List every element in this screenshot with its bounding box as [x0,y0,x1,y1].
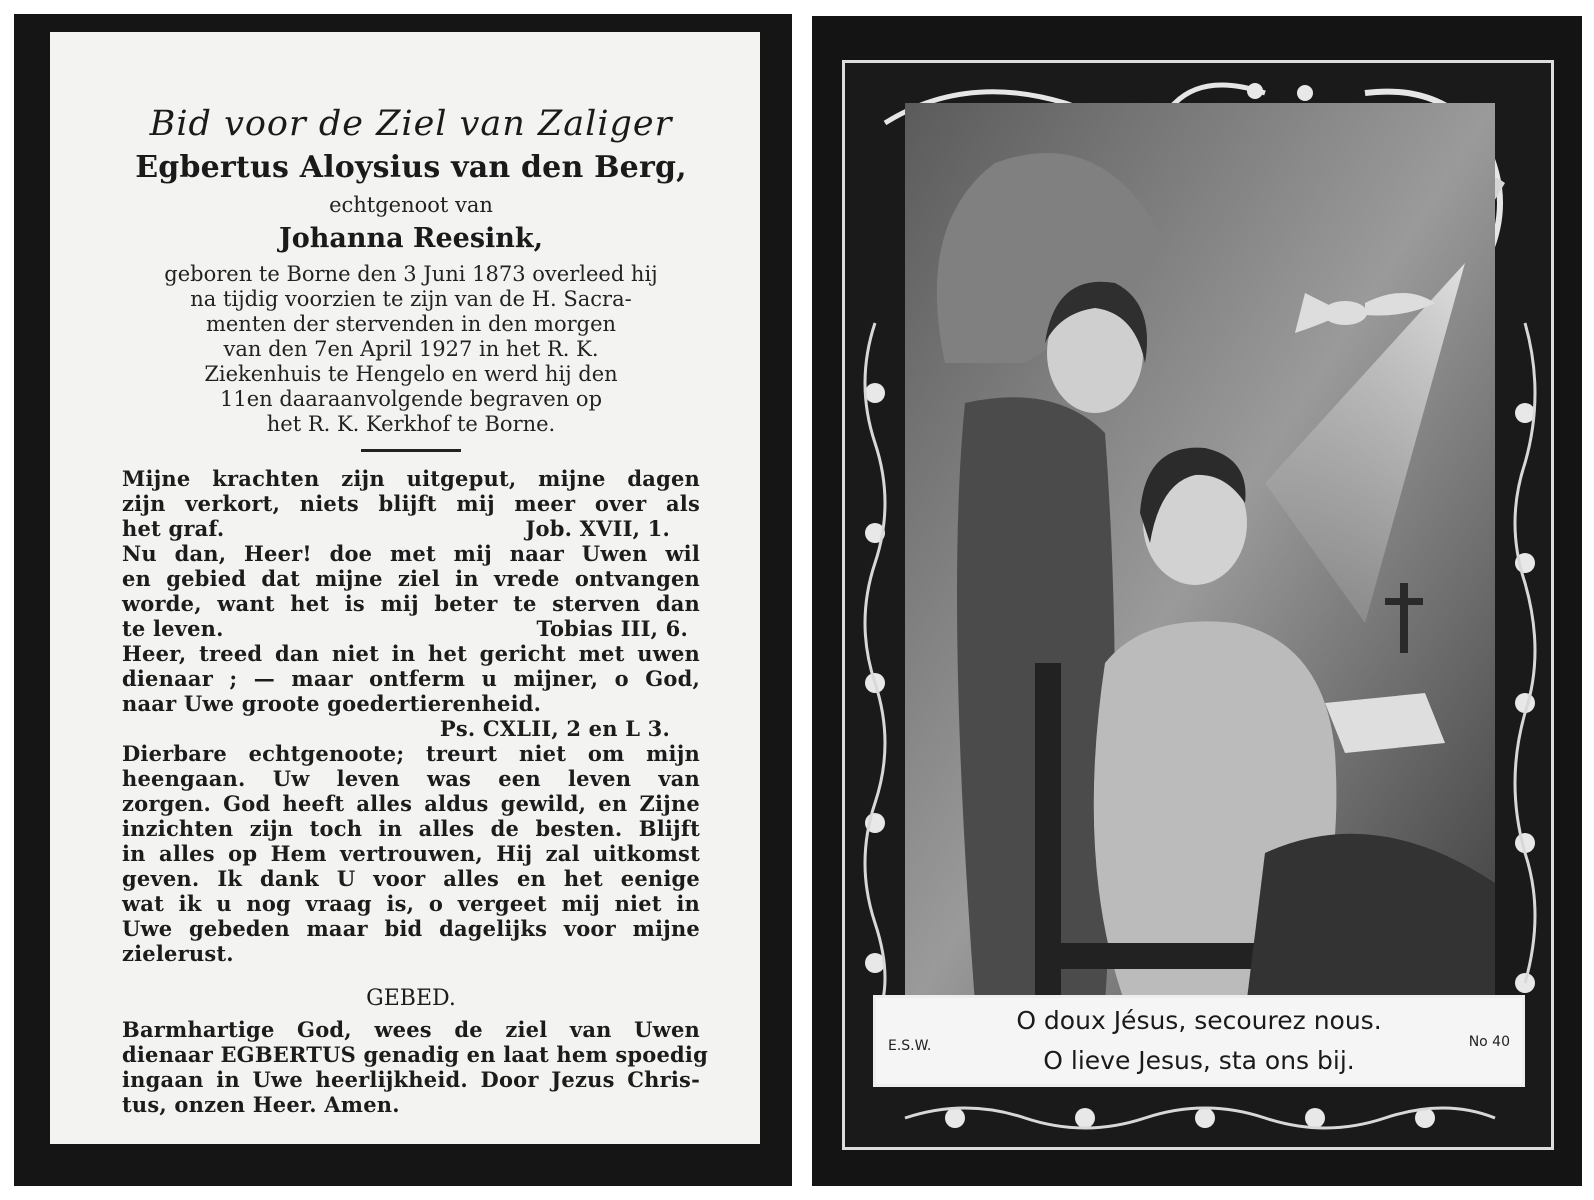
angel-and-boy-scene [905,103,1495,1015]
prayer-line: dienaar EGBERTUS genadig en laat hem spoedig [122,1042,708,1067]
bio-line: menten der stervenden in den morgen [205,312,617,336]
verse-line: worde, want het is mij beter te sterven dan [122,591,700,616]
caption-french: O doux Jésus, secourez nous. [1016,1006,1382,1035]
card-number: No 40 [1468,1034,1510,1050]
verse-line: Mijne krachten zijn uitgeput, mijne dagen [122,466,700,491]
verse-line: Nu dan, Heer! doe met mij naar Uwen wil [122,541,700,566]
bio-line: 11en daaraanvolgende begraven op [219,387,603,411]
verse-line: geven. Ik dank U voor alles en het eenige [122,866,700,891]
verse-line: heengaan. Uw leven was een leven van [122,766,700,791]
verse-line-with-ref [122,516,700,541]
prayer-card-text-side [14,14,792,1186]
verses-block [122,466,700,966]
verse-line-with-ref [122,616,700,641]
prayer-title: GEBED. [366,986,456,1011]
bio-line: na tijdig voorzien te zijn van de H. Sacra- [190,287,632,311]
publisher-mark: E.S.W. [888,1038,932,1054]
verse-line-end: het graf. [122,516,225,541]
verse-line: zorgen. God heeft alles aldus gewild, en Zijne [122,791,700,816]
verse-line-end: te leven. [122,616,224,641]
prayer-line: Barmhartige God, wees de ziel van Uwen [122,1017,700,1042]
bio-line: het R. K. Kerkhof te Borne. [266,412,556,436]
spouse-name: Johanna Reesink, [278,223,544,254]
verse-line: Dierbare echtgenoote; treurt niet om mijn [122,741,700,766]
verse-line: in alles op Hem vertrouwen, Hij zal uitkomst [122,841,700,866]
scripture-reference: Ps. CXLII, 2 en L 3. [439,716,670,741]
biography [122,262,700,437]
prayer-card-image-side [812,16,1582,1186]
ornamental-frame [842,60,1554,1150]
card-paper [50,32,760,1144]
verse-line: en gebied dat mijne ziel in vrede ontvangen [122,566,700,591]
deceased-name: Egbertus Aloysius van den Berg, [135,150,687,185]
bio-line: Ziekenhuis te Hengelo en werd hij den [204,362,618,386]
scripture-reference: Job. XVII, 1. [525,516,670,541]
caption-dutch: O lieve Jesus, sta ons bij. [1043,1046,1355,1075]
bio-line: van den 7en April 1927 in het R. K. [223,337,599,361]
scripture-reference: Tobias III, 6. [536,616,688,641]
divider-rule [361,449,461,452]
verse-line: zijn verkort, niets blijft mij meer over als [122,491,700,516]
devotional-illustration [905,103,1495,1015]
verse-line: dienaar ; — maar ontferm u mijner, o God, [122,666,700,691]
verse-line-end: naar Uwe groote goedertierenheid. [122,691,542,716]
caption-box [873,995,1525,1087]
verse-line: Heer, treed dan niet in het gericht met uwen [122,641,700,666]
prayer-line: ingaan in Uwe heerlijkheid. Door Jezus Chris- [122,1067,700,1092]
prayer-block [122,1017,708,1117]
invocation-heading: Bid voor de Ziel van Zaliger [149,104,673,144]
bio-line: geboren te Borne den 3 Juni 1873 overleed hij [164,262,658,286]
verse-line: Uwe gebeden maar bid dagelijks voor mijne [122,916,700,941]
verse-line-end: zielerust. [122,941,234,966]
verse-line: wat ik u nog vraag is, o vergeet mij niet in [122,891,700,916]
prayer-line-end: tus, onzen Heer. Amen. [122,1092,400,1117]
verse-line: inzichten zijn toch in alles de besten. Blijft [122,816,700,841]
spouse-label: echtgenoot van [329,193,493,217]
